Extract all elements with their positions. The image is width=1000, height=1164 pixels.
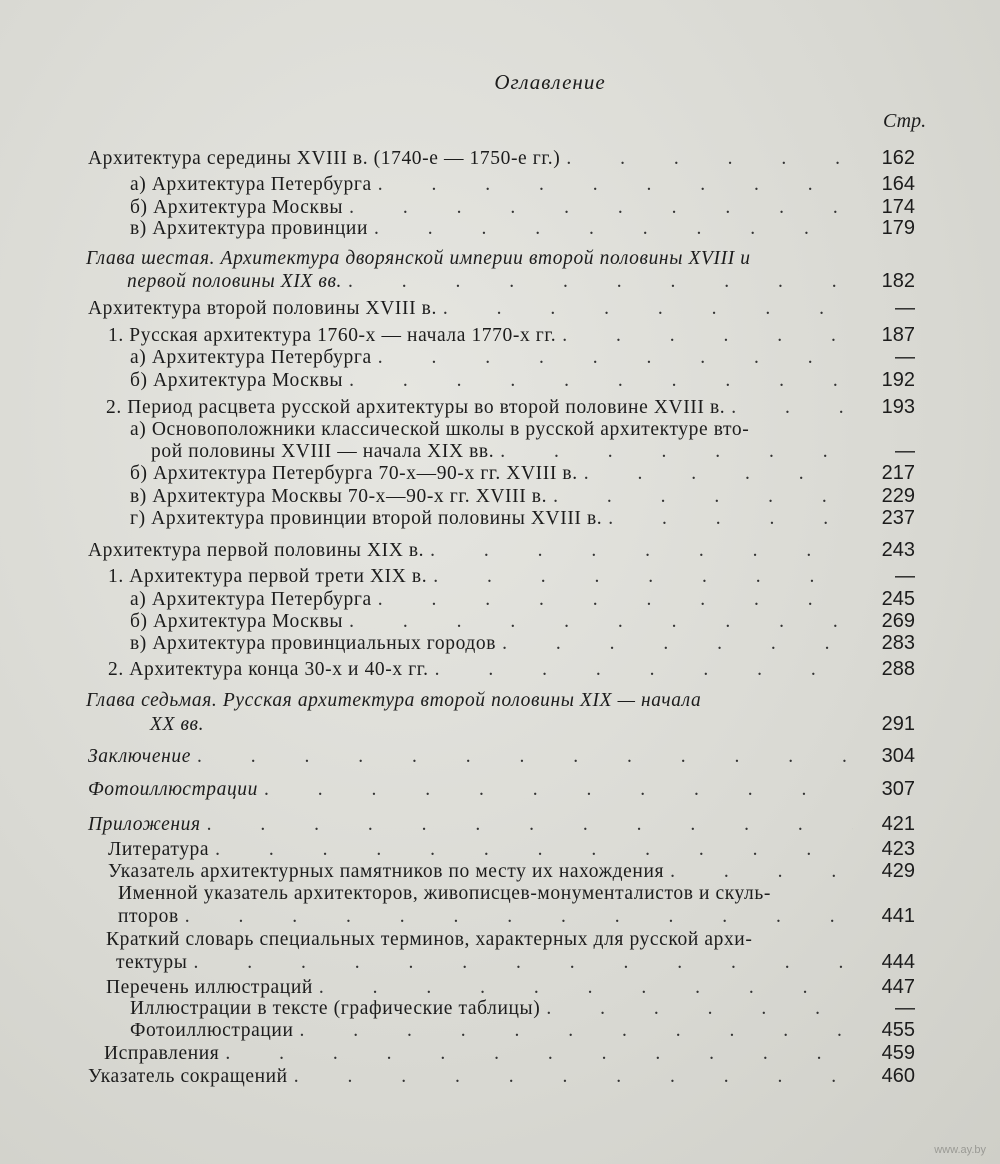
leader-dots (185, 905, 853, 929)
toc-entry (108, 657, 915, 681)
toc-entry-page: 444 (881, 951, 915, 973)
toc-entry-title: Глава седьмая. Русская архитектура второй половины XIX — начала (86, 690, 702, 711)
toc-entry-title: Глава шестая. Архитектура дворянской империи второй половины XVIII и (86, 248, 751, 269)
toc-entry-title: 1. Архитектура первой трети XIX в. (108, 566, 428, 587)
toc-entry-page: 229 (881, 485, 915, 507)
toc-entry (116, 950, 915, 974)
toc-entry-page: 304 (881, 745, 915, 767)
toc-entry-title: Именной указатель архитекторов, живописцев-монументалистов и скуль- (118, 883, 771, 904)
leader-dots (502, 632, 853, 656)
toc-entry-page: 187 (881, 324, 915, 346)
toc-entry-title: г) Архитектура провинции второй половины XVIII в. (130, 508, 603, 529)
toc-entry-page: 164 (881, 173, 915, 195)
toc-entry-title: б) Архитектура Москвы (130, 197, 344, 218)
toc-entry-page: — (895, 346, 915, 368)
toc-entry-title: 1. Русская архитектура 1760-х — начала 1770-х гг. (108, 325, 557, 346)
leader-dots (435, 658, 853, 682)
leader-dots (348, 270, 853, 294)
toc-entry (88, 812, 915, 836)
leader-dots (670, 860, 853, 884)
toc-entry (108, 837, 915, 861)
toc-entry-page: 441 (881, 905, 915, 927)
toc-entry-page: 179 (881, 217, 915, 239)
leader-dots (430, 539, 853, 563)
leader-dots (300, 1019, 853, 1043)
leader-dots (374, 217, 853, 241)
toc-entry-page: 455 (881, 1019, 915, 1041)
toc-entry-title-continued: первой половины XIX вв. (127, 271, 343, 292)
toc-entry-title: Исправления (104, 1043, 220, 1064)
toc-entry (106, 395, 915, 419)
toc-entry (130, 609, 915, 633)
leader-dots (225, 1042, 853, 1066)
toc-entry (88, 538, 915, 562)
leader-dots (349, 369, 853, 393)
toc-entry-title: Архитектура середины XVIII в. (1740-е — 1750-е гг.) (88, 148, 561, 169)
leader-dots (443, 297, 853, 321)
toc-entry-page: 174 (881, 196, 915, 218)
toc-entry (127, 269, 915, 293)
toc-entry-title: а) Архитектура Петербурга (130, 589, 372, 610)
toc-entry-page: 307 (881, 778, 915, 800)
leader-dots (731, 396, 853, 420)
toc-entry (88, 744, 915, 768)
toc-entry (130, 1018, 915, 1042)
toc-entry-title: Архитектура второй половины XVIII в. (88, 298, 437, 319)
leader-dots (608, 507, 853, 531)
toc-heading: Оглавление (494, 70, 606, 94)
toc-entry-title: Иллюстрации в тексте (графические таблицы) (130, 998, 541, 1019)
toc-entry-title: б) Архитектура Петербурга 70-х—90-х гг. XVIII в. (130, 463, 578, 484)
toc-entry (150, 712, 915, 736)
toc-entry-page: 193 (881, 396, 915, 418)
toc-entry-title: а) Архитектура Петербурга (130, 347, 372, 368)
toc-entry (130, 345, 915, 369)
toc-entry (130, 631, 915, 655)
leader-dots (264, 778, 853, 802)
leader-dots (378, 346, 853, 370)
leader-dots (584, 462, 853, 486)
toc-entry (118, 904, 915, 928)
toc-entry-page: 429 (881, 860, 915, 882)
toc-entry (130, 368, 915, 392)
toc-entry-page: 245 (881, 588, 915, 610)
toc-entry (108, 859, 915, 883)
toc-entry (104, 1041, 915, 1065)
toc-entry (130, 461, 915, 485)
toc-entry (151, 439, 915, 463)
toc-entry (88, 296, 915, 320)
toc-entry-title-continued: тектуры (116, 952, 188, 973)
toc-entry-title-continued: XX вв. (150, 714, 205, 735)
page-column-header: Стр. (883, 110, 927, 132)
toc-entry-page: — (895, 440, 915, 462)
toc-entry-page: — (895, 997, 915, 1019)
toc-entry-title: в) Архитектура провинциальных городов (130, 633, 497, 654)
toc-entry-title-continued: рой половины XVIII — начала XIX вв. (151, 441, 495, 462)
toc-entry-title: б) Архитектура Москвы (130, 611, 344, 632)
toc-entry-page: 291 (881, 713, 915, 735)
toc-entry-page: 217 (881, 462, 915, 484)
toc-entry-title: 2. Период расцвета русской архитектуры во второй половине XVIII в. (106, 397, 726, 418)
toc-entry (130, 996, 915, 1020)
leader-dots (193, 951, 853, 975)
toc-entry-page: 288 (881, 658, 915, 680)
toc-entry-title: Фотоиллюстрации (88, 779, 258, 800)
leader-dots (433, 565, 853, 589)
toc-entry (108, 564, 915, 588)
toc-entry-title: 2. Архитектура конца 30-х и 40-х гг. (108, 659, 429, 680)
toc-entry (88, 777, 915, 801)
toc-entry (130, 506, 915, 530)
toc-entry-page: — (895, 297, 915, 319)
toc-entry (88, 146, 915, 170)
toc-entry-page: 421 (881, 813, 915, 835)
toc-entry (88, 1064, 915, 1088)
toc-entry-title: а) Основоположники классической школы в русской архитектуре вто- (130, 419, 750, 440)
toc-entry-title-continued: пторов (118, 906, 179, 927)
toc-entry-title: Литература (108, 839, 210, 860)
toc-entry-title: в) Архитектура Москвы 70-х—90-х гг. XVIII в. (130, 486, 548, 507)
toc-entry-page: 423 (881, 838, 915, 860)
toc-entry-title: Архитектура первой половины XIX в. (88, 540, 425, 561)
toc-entry-page: 447 (881, 976, 915, 998)
toc-entry-page: 269 (881, 610, 915, 632)
watermark: www.ay.by (934, 1144, 986, 1156)
toc-entry-title: Указатель архитектурных памятников по месту их нахождения (108, 861, 665, 882)
leader-dots (294, 1065, 853, 1089)
toc-entry (108, 323, 915, 347)
toc-entry-page: 162 (881, 147, 915, 169)
toc-entry (130, 587, 915, 611)
toc-entry (130, 216, 915, 240)
toc-entry-page: — (895, 565, 915, 587)
leader-dots (207, 813, 853, 837)
toc-entry-title: б) Архитектура Москвы (130, 370, 344, 391)
toc-entry-page: 182 (881, 270, 915, 292)
toc-entry-title: Перечень иллюстраций (106, 977, 313, 998)
toc-entry-page: 459 (881, 1042, 915, 1064)
toc-entry-title: Краткий словарь специальных терминов, характерных для русской архи- (106, 929, 753, 950)
toc-entry-page: 283 (881, 632, 915, 654)
toc-entry-page: 460 (881, 1065, 915, 1087)
toc-entry-page: 243 (881, 539, 915, 561)
toc-entry-title: в) Архитектура провинции (130, 218, 369, 239)
toc-entry-title: Фотоиллюстрации (130, 1020, 294, 1041)
toc-entry (130, 484, 915, 508)
leader-dots (566, 147, 853, 171)
leader-dots (378, 173, 853, 197)
toc-entry-page: 237 (881, 507, 915, 529)
toc-entry (130, 172, 915, 196)
toc-entry-title: Приложения (88, 814, 201, 835)
toc-entry-page: 192 (881, 369, 915, 391)
toc-entry-title: Заключение (88, 746, 191, 767)
toc-entry-title: а) Архитектура Петербурга (130, 174, 372, 195)
toc-entry-title: Указатель сокращений (88, 1066, 288, 1087)
leader-dots (197, 745, 853, 769)
